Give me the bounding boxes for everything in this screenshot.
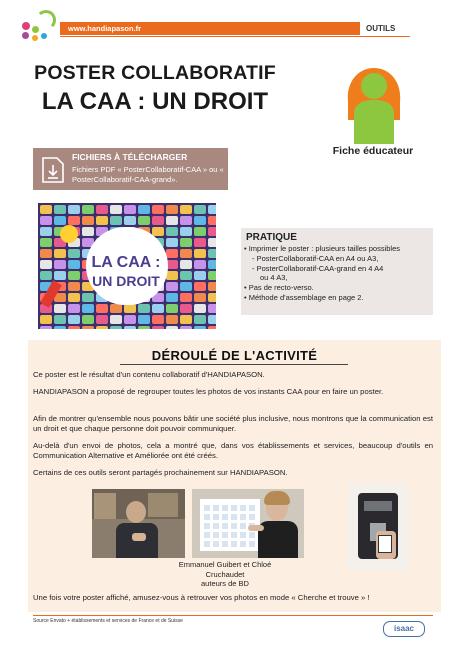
poster-photo-tile: [54, 326, 66, 329]
poster-photo-tile: [180, 315, 192, 324]
poster-title-line2: UN DROIT: [92, 273, 160, 289]
poster-photo-tile: [40, 227, 52, 236]
list-item: - PosterCollaboratif-CAA en A4 ou A3,: [252, 253, 379, 263]
poster-photo-tile: [194, 227, 206, 236]
poster-photo-tile: [166, 227, 178, 236]
poster-photo-tile: [208, 260, 216, 269]
poster-photo-tile: [68, 293, 80, 302]
poster-photo-tile: [194, 271, 206, 280]
activity-paragraph: Afin de montrer qu'ensemble nous pouvons bâtir une société plus inclusive, nous montrons que la communication est un droit et que chaque personne doit pouvoir communiquer.: [33, 414, 433, 434]
poster-photo-tile: [82, 304, 94, 313]
poster-photo-tile: [180, 216, 192, 225]
educator-badge-label: Fiche éducateur: [332, 145, 414, 157]
poster-photo-tile: [124, 315, 136, 324]
poster-photo-tile: [110, 326, 122, 329]
page-title-line2: LA CAA : UN DROIT: [41, 88, 269, 115]
educator-figure-icon: [338, 62, 410, 144]
pratique-title: PRATIQUE: [246, 232, 297, 243]
poster-photo-tile: [68, 326, 80, 329]
download-title: FICHIERS À TÉLÉCHARGER: [72, 152, 188, 162]
poster-photo-tile: [194, 326, 206, 329]
poster-photo-tile: [82, 315, 94, 324]
photo-coffee-machine: [348, 483, 408, 570]
poster-photo-tile: [180, 304, 192, 313]
section-label: OUTILS: [366, 24, 396, 33]
list-item: • Imprimer le poster : plusieurs tailles possibles: [244, 244, 401, 253]
poster-photo-tile: [40, 238, 52, 247]
poster-photo-tile: [194, 293, 206, 302]
poster-photo-tile: [208, 315, 216, 324]
poster-photo-tile: [54, 216, 66, 225]
download-description: Fichiers PDF « PosterCollaboratif-CAA » ou « PosterCollaboratif-CAA-grand».: [72, 165, 224, 184]
poster-photo-tile: [82, 227, 94, 236]
photo-author-emmanuel: [92, 489, 185, 558]
activity-paragraph: HANDIAPASON a proposé de regrouper toutes les photos de vos instants CAA pour en faire un poster.: [33, 387, 384, 396]
caption-line: Emmanuel Guibert et Chloé Cruchaudet: [178, 560, 272, 579]
poster-photo-tile: [138, 205, 150, 214]
poster-photo-tile: [166, 326, 178, 329]
poster-photo-tile: [40, 216, 52, 225]
poster-photo-tile: [194, 304, 206, 313]
poster-photo-tile: [124, 326, 136, 329]
poster-photo-tile: [54, 304, 66, 313]
poster-photo-tile: [194, 282, 206, 291]
poster-photo-tile: [208, 326, 216, 329]
photo-author-chloe: [192, 489, 304, 558]
poster-photo-tile: [166, 216, 178, 225]
poster-photo-tile: [40, 205, 52, 214]
poster-photo-tile: [166, 315, 178, 324]
poster-photo-tile: [194, 249, 206, 258]
poster-photo-tile: [110, 205, 122, 214]
poster-photo-tile: [110, 315, 122, 324]
poster-photo-tile: [96, 216, 108, 225]
poster-photo-tile: [152, 326, 164, 329]
poster-photo-tile: [180, 227, 192, 236]
poster-photo-tile: [180, 282, 192, 291]
poster-photo-tile: [208, 304, 216, 313]
poster-photo-tile: [180, 293, 192, 302]
caption-line: auteurs de BD: [201, 579, 249, 588]
poster-photo-tile: [208, 282, 216, 291]
poster-photo-tile: [166, 293, 178, 302]
photo-caption: [160, 560, 290, 589]
source-credit: Source Envato + établissements et services de France et de Suisse: [33, 618, 183, 624]
page-title-line1: POSTER COLLABORATIF: [34, 62, 276, 84]
poster-photo-tile: [82, 293, 94, 302]
poster-photo-tile: [138, 216, 150, 225]
poster-photo-tile: [180, 260, 192, 269]
activity-paragraph: Ce poster est le résultat d'un contenu collaboratif d'HANDIAPASON.: [33, 370, 265, 379]
pratique-list: [244, 244, 430, 303]
activity-paragraph: Certains de ces outils seront partagés prochainement sur HANDIAPASON.: [33, 468, 288, 477]
poster-photo-tile: [180, 271, 192, 280]
poster-photo-tile: [138, 326, 150, 329]
download-file-icon[interactable]: [40, 156, 66, 184]
poster-photo-tile: [180, 238, 192, 247]
poster-photo-tile: [166, 304, 178, 313]
poster-photo-tile: [40, 260, 52, 269]
poster-photo-tile: [124, 304, 136, 313]
poster-photo-tile: [124, 205, 136, 214]
poster-photo-tile: [208, 293, 216, 302]
poster-photo-tile: [54, 249, 66, 258]
poster-photo-tile: [68, 216, 80, 225]
poster-photo-tile: [82, 205, 94, 214]
poster-photo-tile: [208, 238, 216, 247]
poster-photo-tile: [194, 315, 206, 324]
poster-preview-image: [38, 203, 216, 329]
poster-photo-tile: [54, 315, 66, 324]
footer-divider: [33, 615, 433, 616]
poster-photo-tile: [54, 260, 66, 269]
poster-photo-tile: [138, 315, 150, 324]
poster-photo-tile: [166, 205, 178, 214]
poster-photo-tile: [180, 249, 192, 258]
poster-photo-tile: [180, 326, 192, 329]
isaac-logo: isaac: [383, 621, 425, 637]
poster-photo-tile: [68, 205, 80, 214]
poster-photo-tile: [40, 249, 52, 258]
poster-photo-tile: [194, 216, 206, 225]
poster-title-line1: LA CAA :: [91, 254, 161, 271]
poster-photo-tile: [208, 227, 216, 236]
poster-photo-tile: [82, 326, 94, 329]
poster-photo-tile: [124, 216, 136, 225]
poster-photo-tile: [194, 260, 206, 269]
poster-photo-tile: [96, 304, 108, 313]
poster-sun-icon: [60, 225, 78, 243]
poster-photo-tile: [54, 205, 66, 214]
poster-photo-tile: [54, 271, 66, 280]
poster-photo-tile: [110, 304, 122, 313]
poster-photo-tile: [96, 205, 108, 214]
poster-photo-tile: [152, 216, 164, 225]
list-item: • Méthode d'assemblage en page 2.: [244, 292, 364, 302]
poster-photo-tile: [82, 216, 94, 225]
list-item: • Pas de recto-verso.: [244, 283, 314, 293]
poster-photo-tile: [208, 216, 216, 225]
header-divider: [60, 36, 410, 37]
poster-photo-tile: [96, 326, 108, 329]
poster-photo-tile: [166, 238, 178, 247]
poster-photo-tile: [180, 205, 192, 214]
poster-photo-tile: [68, 315, 80, 324]
handiapason-logo: [18, 8, 58, 48]
list-item: - PosterCollaboratif-CAA-grand en 4 A4: [252, 263, 384, 273]
poster-photo-tile: [152, 304, 164, 313]
poster-photo-tile: [40, 315, 52, 324]
poster-photo-tile: [194, 205, 206, 214]
poster-photo-tile: [152, 315, 164, 324]
poster-photo-tile: [152, 227, 164, 236]
poster-photo-tile: [138, 304, 150, 313]
poster-photo-tile: [96, 315, 108, 324]
poster-photo-tile: [68, 304, 80, 313]
poster-photo-tile: [110, 216, 122, 225]
poster-photo-tile: [40, 271, 52, 280]
poster-photo-tile: [208, 271, 216, 280]
activity-title: DÉROULÉ DE L'ACTIVITÉ: [151, 348, 318, 363]
list-item: ou 4 A3,: [260, 273, 288, 283]
poster-photo-tile: [208, 205, 216, 214]
activity-title-underline: [120, 364, 348, 365]
poster-photo-tile: [152, 205, 164, 214]
poster-photo-tile: [208, 249, 216, 258]
closing-sentence: Une fois votre poster affiché, amusez-vous à retrouver vos photos en mode « Cherche et trouve » !: [33, 593, 370, 602]
website-url[interactable]: www.handiapason.fr: [60, 22, 360, 35]
activity-paragraph: Au-delà d'un envoi de photos, cela a montré que, dans vos établissements et services, beaucoup d'outils en Communication Alternative et Améliorée ont été créés.: [33, 441, 433, 461]
poster-photo-tile: [40, 326, 52, 329]
poster-photo-tile: [194, 238, 206, 247]
